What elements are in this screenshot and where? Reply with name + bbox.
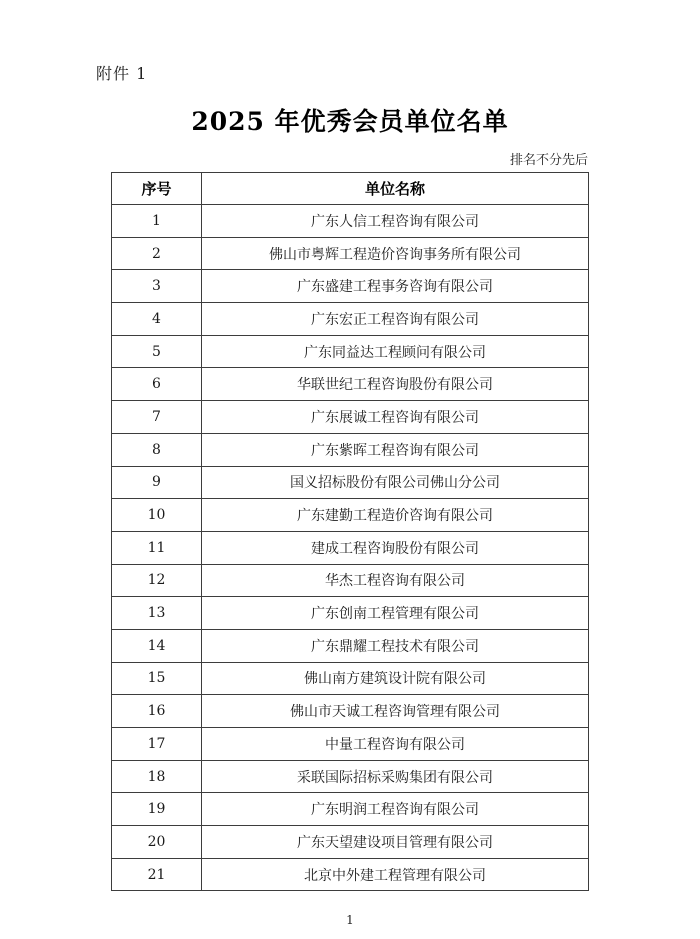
row-number-cell: 7	[112, 401, 202, 434]
row-number-cell: 18	[112, 760, 202, 793]
unit-name-cell: 广东建勤工程造价咨询有限公司	[202, 499, 589, 532]
row-number-cell: 5	[112, 335, 202, 368]
unit-name-cell: 广东天望建设项目管理有限公司	[202, 826, 589, 859]
row-number-cell: 1	[112, 205, 202, 238]
table-row	[112, 205, 589, 238]
table-row	[112, 728, 589, 761]
row-number-cell: 4	[112, 303, 202, 336]
page-number: 1	[346, 913, 354, 927]
row-number-cell: 19	[112, 793, 202, 826]
table-row	[112, 695, 589, 728]
unit-name-cell: 中量工程咨询有限公司	[202, 728, 589, 761]
table-row	[112, 499, 589, 532]
row-number-cell: 17	[112, 728, 202, 761]
row-number-cell: 21	[112, 858, 202, 891]
row-number-cell: 15	[112, 662, 202, 695]
unit-name-cell: 采联国际招标采购集团有限公司	[202, 760, 589, 793]
table-row	[112, 826, 589, 859]
row-number-cell: 2	[112, 237, 202, 270]
table-row	[112, 368, 589, 401]
row-number-cell: 13	[112, 597, 202, 630]
unit-name-cell: 广东同益达工程顾问有限公司	[202, 335, 589, 368]
unit-name-cell: 广东人信工程咨询有限公司	[202, 205, 589, 238]
table-body	[112, 205, 589, 891]
table-row	[112, 662, 589, 695]
row-number-cell: 16	[112, 695, 202, 728]
unit-name-cell: 广东创南工程管理有限公司	[202, 597, 589, 630]
row-number-cell: 12	[112, 564, 202, 597]
unit-name-cell: 佛山市粤辉工程造价咨询事务所有限公司	[202, 237, 589, 270]
unit-name-cell: 建成工程咨询股份有限公司	[202, 531, 589, 564]
table-row	[112, 401, 589, 434]
page-title: 2025 年优秀会员单位名单	[191, 107, 509, 136]
row-number-cell: 20	[112, 826, 202, 859]
table-row	[112, 597, 589, 630]
row-number-cell: 14	[112, 629, 202, 662]
table-row	[112, 466, 589, 499]
table-row	[112, 793, 589, 826]
unit-name-cell: 北京中外建工程管理有限公司	[202, 858, 589, 891]
table-row	[112, 760, 589, 793]
row-number-cell: 8	[112, 433, 202, 466]
table-row	[112, 270, 589, 303]
unit-name-cell: 佛山市天诚工程咨询管理有限公司	[202, 695, 589, 728]
unit-name-cell: 广东展诚工程咨询有限公司	[202, 401, 589, 434]
unit-name-cell: 佛山南方建筑设计院有限公司	[202, 662, 589, 695]
row-number-cell: 6	[112, 368, 202, 401]
unit-name-cell: 国义招标股份有限公司佛山分公司	[202, 466, 589, 499]
table-row	[112, 303, 589, 336]
unit-name-cell: 广东鼎耀工程技术有限公司	[202, 629, 589, 662]
table-row	[112, 237, 589, 270]
table-row	[112, 531, 589, 564]
ranking-note: 排名不分先后	[509, 153, 588, 168]
table-row	[112, 858, 589, 891]
table-header-row	[112, 173, 589, 205]
table-row	[112, 629, 589, 662]
row-number-cell: 11	[112, 531, 202, 564]
column-header-no: 序号	[112, 173, 202, 205]
row-number-cell: 9	[112, 466, 202, 499]
table-row	[112, 564, 589, 597]
unit-name-cell: 华杰工程咨询有限公司	[202, 564, 589, 597]
unit-name-cell: 华联世纪工程咨询股份有限公司	[202, 368, 589, 401]
unit-name-cell: 广东紫晖工程咨询有限公司	[202, 433, 589, 466]
unit-name-cell: 广东盛建工程事务咨询有限公司	[202, 270, 589, 303]
table-row	[112, 335, 589, 368]
column-header-unit-name: 单位名称	[202, 173, 589, 205]
table-row	[112, 433, 589, 466]
row-number-cell: 3	[112, 270, 202, 303]
unit-name-cell: 广东明润工程咨询有限公司	[202, 793, 589, 826]
attachment-label: 附件 1	[96, 64, 148, 83]
unit-name-cell: 广东宏正工程咨询有限公司	[202, 303, 589, 336]
row-number-cell: 10	[112, 499, 202, 532]
member-units-table	[111, 172, 589, 891]
